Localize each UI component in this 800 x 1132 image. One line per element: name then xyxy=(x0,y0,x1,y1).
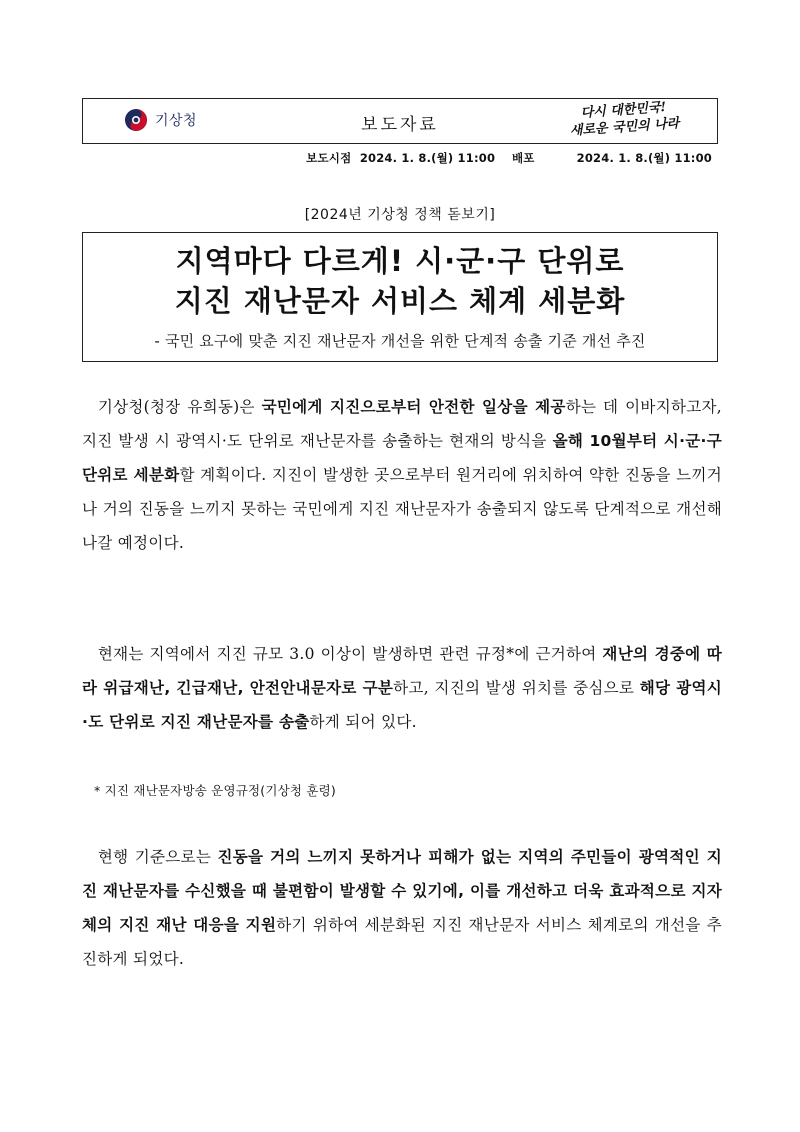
headline-line-1: 지역마다 다르게! 시·군·구 단위로 xyxy=(175,244,625,278)
text-run: 하고, 지진의 발생 위치를 중심으로 xyxy=(393,679,640,697)
text-run: 하기 위하여 세분화된 지진 재난문자 서비스 체계로의 개선을 추진하게 되었다. xyxy=(82,916,722,968)
text-run: 하게 되어 있다. xyxy=(309,713,417,731)
text-run: 현재는 지역에서 지진 규모 3.0 이상이 발생하면 관련 규정*에 근거하여 xyxy=(97,645,603,663)
text-run: 할 계획이다. 지진이 발생한 곳으로부터 원거리에 위치하여 약한 진동을 느끼거나 거의 진동을 느끼지 못하는 국민에게 지진 재난문자가 송출되지 않도록 단계적으로 개선해 나갈 예정이다. xyxy=(82,466,722,552)
headline-line-2: 지진 재난문자 서비스 체계 세분화 xyxy=(174,284,626,318)
org-name: 기상청 xyxy=(155,113,198,129)
body-paragraph-2 xyxy=(82,637,722,739)
text-run: 하는 데 이바지하고자, 지진 발생 시 광역시·도 단위로 재난문자를 송출하는 현재의 방식을 xyxy=(82,398,723,450)
headline-box xyxy=(82,232,718,362)
body-paragraph-3 xyxy=(82,840,722,976)
release-time-line: 보도시점 2024. 1. 8.(월) 11:00 배포 2024. 1. 8.(월) 11:00 xyxy=(306,151,712,165)
footnote: * 지진 재난문자방송 운영규정(기상청 훈령) xyxy=(94,783,336,798)
emphasis-run: 국민에게 지진으로부터 안전한 일상을 제공 xyxy=(261,398,566,416)
slogan-line-2: 새로운 국민의 나라 xyxy=(569,116,680,139)
policy-kicker: [2024년 기상청 정책 돋보기] xyxy=(304,207,496,223)
text-run: 기상청(청장 유희동)은 xyxy=(97,398,262,416)
body-paragraph-1 xyxy=(82,390,722,560)
headline-subtitle: - 국민 요구에 맞춘 지진 재난문자 개선을 위한 단계적 송출 기준 개선 추진 xyxy=(154,332,646,350)
slogan-line-1: 다시 대한민국! xyxy=(580,100,667,121)
emphasis-run: 진동을 거의 느끼지 못하거나 피해가 없는 지역의 주민들이 광역적인 지진 재난문자를 수신했을 때 불편함이 발생할 수 있기에, 이를 개선하고 더욱 효과적으로 지자체의 지진 재난 대응을 지원 xyxy=(82,848,722,934)
header-box xyxy=(82,98,718,144)
emphasis-run: 재난의 경중에 따라 위급재난, 긴급재난, 안전안내문자로 구분 xyxy=(82,645,722,697)
text-run: 현행 기준으로는 xyxy=(97,848,218,866)
doc-type-title: 보도자료 xyxy=(361,115,439,135)
emphasis-run: 해당 광역시·도 단위로 지진 재난문자를 송출 xyxy=(82,679,723,731)
emphasis-run: 올해 10월부터 시·군·구 단위로 세분화 xyxy=(82,432,722,484)
